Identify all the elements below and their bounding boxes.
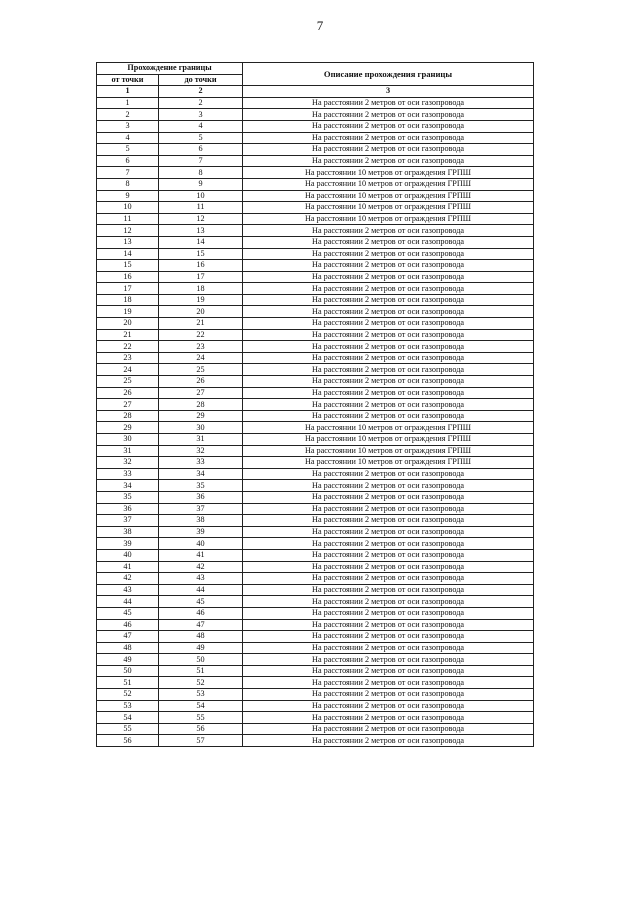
cell-description: На расстоянии 2 метров от оси газопровода (243, 689, 534, 701)
cell-description: На расстоянии 2 метров от оси газопровода (243, 132, 534, 144)
table-row (97, 654, 534, 666)
cell-to-point: 26 (159, 376, 243, 388)
cell-from-point: 7 (97, 167, 159, 179)
cell-to-point: 20 (159, 306, 243, 318)
cell-description: На расстоянии 2 метров от оси газопровода (243, 144, 534, 156)
table-row (97, 712, 534, 724)
table-row (97, 410, 534, 422)
cell-description: На расстоянии 2 метров от оси газопровода (243, 97, 534, 109)
cell-from-point: 49 (97, 654, 159, 666)
cell-description: На расстоянии 2 метров от оси газопровода (243, 236, 534, 248)
cell-from-point: 48 (97, 642, 159, 654)
cell-to-point: 50 (159, 654, 243, 666)
cell-to-point: 22 (159, 329, 243, 341)
cell-description: На расстоянии 2 метров от оси газопровода (243, 573, 534, 585)
cell-description: На расстоянии 2 метров от оси газопровода (243, 318, 534, 330)
cell-from-point: 35 (97, 491, 159, 503)
cell-to-point: 33 (159, 457, 243, 469)
cell-to-point: 14 (159, 236, 243, 248)
cell-from-point: 33 (97, 468, 159, 480)
cell-from-point: 4 (97, 132, 159, 144)
table-row (97, 596, 534, 608)
cell-to-point: 16 (159, 260, 243, 272)
cell-from-point: 30 (97, 434, 159, 446)
cell-to-point: 12 (159, 213, 243, 225)
cell-description: На расстоянии 2 метров от оси газопровода (243, 329, 534, 341)
cell-to-point: 55 (159, 712, 243, 724)
cell-to-point: 17 (159, 271, 243, 283)
cell-description: На расстоянии 2 метров от оси газопровода (243, 410, 534, 422)
table-row (97, 376, 534, 388)
table-row (97, 260, 534, 272)
cell-to-point: 49 (159, 642, 243, 654)
table-row (97, 306, 534, 318)
cell-description: На расстоянии 10 метров от ограждения ГРПШ (243, 434, 534, 446)
header-col-number-3: 3 (243, 86, 534, 98)
cell-to-point: 7 (159, 155, 243, 167)
cell-to-point: 32 (159, 445, 243, 457)
cell-to-point: 23 (159, 341, 243, 353)
cell-description: На расстоянии 2 метров от оси газопровода (243, 712, 534, 724)
cell-description: На расстоянии 10 метров от ограждения ГРПШ (243, 422, 534, 434)
cell-from-point: 19 (97, 306, 159, 318)
table-row (97, 665, 534, 677)
cell-description: На расстоянии 2 метров от оси газопровода (243, 109, 534, 121)
cell-to-point: 46 (159, 607, 243, 619)
cell-from-point: 2 (97, 109, 159, 121)
header-to-label: до точки (159, 74, 243, 86)
table-row (97, 248, 534, 260)
cell-to-point: 4 (159, 120, 243, 132)
cell-to-point: 57 (159, 735, 243, 747)
cell-to-point: 24 (159, 352, 243, 364)
cell-description: На расстоянии 2 метров от оси газопровода (243, 735, 534, 747)
table-row (97, 202, 534, 214)
cell-to-point: 41 (159, 549, 243, 561)
cell-description: На расстоянии 10 метров от ограждения ГРПШ (243, 190, 534, 202)
cell-description: На расстоянии 2 метров от оси газопровода (243, 491, 534, 503)
cell-from-point: 18 (97, 294, 159, 306)
cell-from-point: 37 (97, 515, 159, 527)
table-row (97, 735, 534, 747)
cell-from-point: 42 (97, 573, 159, 585)
table-row (97, 329, 534, 341)
table-row (97, 723, 534, 735)
cell-description: На расстоянии 2 метров от оси газопровода (243, 584, 534, 596)
cell-to-point: 9 (159, 178, 243, 190)
cell-from-point: 20 (97, 318, 159, 330)
header-group-label: Прохождение границы (97, 63, 243, 75)
cell-to-point: 13 (159, 225, 243, 237)
table-row (97, 318, 534, 330)
cell-from-point: 12 (97, 225, 159, 237)
cell-to-point: 47 (159, 619, 243, 631)
cell-from-point: 24 (97, 364, 159, 376)
cell-from-point: 56 (97, 735, 159, 747)
table-row (97, 213, 534, 225)
cell-from-point: 34 (97, 480, 159, 492)
header-col-number-2: 2 (159, 86, 243, 98)
cell-to-point: 35 (159, 480, 243, 492)
table-row (97, 97, 534, 109)
table-header (97, 63, 534, 98)
cell-to-point: 19 (159, 294, 243, 306)
cell-to-point: 38 (159, 515, 243, 527)
table-row (97, 468, 534, 480)
cell-to-point: 30 (159, 422, 243, 434)
cell-from-point: 50 (97, 665, 159, 677)
table-row (97, 364, 534, 376)
cell-to-point: 51 (159, 665, 243, 677)
table-row (97, 399, 534, 411)
cell-description: На расстоянии 2 метров от оси газопровода (243, 248, 534, 260)
cell-from-point: 21 (97, 329, 159, 341)
cell-from-point: 26 (97, 387, 159, 399)
cell-description: На расстоянии 2 метров от оси газопровода (243, 549, 534, 561)
cell-description: На расстоянии 2 метров от оси газопровода (243, 526, 534, 538)
cell-from-point: 47 (97, 631, 159, 643)
table-row (97, 584, 534, 596)
table-row (97, 700, 534, 712)
cell-from-point: 28 (97, 410, 159, 422)
cell-description: На расстоянии 2 метров от оси газопровода (243, 260, 534, 272)
cell-from-point: 23 (97, 352, 159, 364)
cell-to-point: 48 (159, 631, 243, 643)
cell-from-point: 51 (97, 677, 159, 689)
cell-from-point: 43 (97, 584, 159, 596)
cell-to-point: 28 (159, 399, 243, 411)
cell-from-point: 22 (97, 341, 159, 353)
cell-to-point: 15 (159, 248, 243, 260)
cell-from-point: 32 (97, 457, 159, 469)
table-row (97, 167, 534, 179)
cell-description: На расстоянии 2 метров от оси газопровода (243, 283, 534, 295)
cell-description: На расстоянии 2 метров от оси газопровода (243, 503, 534, 515)
cell-description: На расстоянии 2 метров от оси газопровода (243, 665, 534, 677)
cell-from-point: 3 (97, 120, 159, 132)
cell-to-point: 56 (159, 723, 243, 735)
cell-description: На расстоянии 2 метров от оси газопровода (243, 352, 534, 364)
table-row (97, 491, 534, 503)
cell-description: На расстоянии 2 метров от оси газопровода (243, 607, 534, 619)
table-row (97, 457, 534, 469)
cell-from-point: 31 (97, 445, 159, 457)
cell-to-point: 25 (159, 364, 243, 376)
table-row (97, 480, 534, 492)
cell-from-point: 16 (97, 271, 159, 283)
cell-description: На расстоянии 2 метров от оси газопровода (243, 631, 534, 643)
cell-to-point: 39 (159, 526, 243, 538)
cell-to-point: 31 (159, 434, 243, 446)
cell-from-point: 53 (97, 700, 159, 712)
cell-to-point: 27 (159, 387, 243, 399)
cell-to-point: 42 (159, 561, 243, 573)
page-number: 7 (316, 18, 324, 33)
cell-from-point: 46 (97, 619, 159, 631)
cell-description: На расстоянии 2 метров от оси газопровода (243, 700, 534, 712)
table-row (97, 236, 534, 248)
table-row (97, 526, 534, 538)
cell-to-point: 44 (159, 584, 243, 596)
cell-description: На расстоянии 2 метров от оси газопровода (243, 468, 534, 480)
cell-description: На расстоянии 2 метров от оси газопровода (243, 654, 534, 666)
cell-from-point: 27 (97, 399, 159, 411)
cell-description: На расстоянии 2 метров от оси газопровода (243, 376, 534, 388)
table-row (97, 341, 534, 353)
header-col-number-1: 1 (97, 86, 159, 98)
cell-from-point: 45 (97, 607, 159, 619)
cell-to-point: 45 (159, 596, 243, 608)
cell-description: На расстоянии 2 метров от оси газопровода (243, 538, 534, 550)
cell-description: На расстоянии 2 метров от оси газопровода (243, 271, 534, 283)
cell-description: На расстоянии 2 метров от оси газопровода (243, 619, 534, 631)
table-row (97, 132, 534, 144)
table-row (97, 503, 534, 515)
cell-description: На расстоянии 2 метров от оси газопровода (243, 399, 534, 411)
cell-description: На расстоянии 2 метров от оси газопровода (243, 596, 534, 608)
cell-to-point: 29 (159, 410, 243, 422)
cell-description: На расстоянии 10 метров от ограждения ГРПШ (243, 445, 534, 457)
table-row (97, 387, 534, 399)
cell-description: На расстоянии 2 метров от оси газопровода (243, 364, 534, 376)
cell-from-point: 29 (97, 422, 159, 434)
table-row (97, 434, 534, 446)
cell-from-point: 11 (97, 213, 159, 225)
cell-from-point: 52 (97, 689, 159, 701)
table-row (97, 271, 534, 283)
table-row (97, 445, 534, 457)
cell-to-point: 34 (159, 468, 243, 480)
cell-to-point: 36 (159, 491, 243, 503)
cell-description: На расстоянии 10 метров от ограждения ГРПШ (243, 178, 534, 190)
cell-from-point: 15 (97, 260, 159, 272)
cell-from-point: 8 (97, 178, 159, 190)
table-row (97, 120, 534, 132)
cell-description: На расстоянии 10 метров от ограждения ГРПШ (243, 213, 534, 225)
table-row (97, 144, 534, 156)
table-row (97, 225, 534, 237)
cell-from-point: 9 (97, 190, 159, 202)
cell-to-point: 54 (159, 700, 243, 712)
cell-to-point: 18 (159, 283, 243, 295)
table-row (97, 515, 534, 527)
cell-to-point: 6 (159, 144, 243, 156)
cell-to-point: 52 (159, 677, 243, 689)
cell-from-point: 36 (97, 503, 159, 515)
cell-from-point: 13 (97, 236, 159, 248)
cell-description: На расстоянии 2 метров от оси газопровода (243, 515, 534, 527)
table-row (97, 155, 534, 167)
table-row (97, 352, 534, 364)
cell-description: На расстоянии 2 метров от оси газопровода (243, 642, 534, 654)
cell-description: На расстоянии 2 метров от оси газопровода (243, 155, 534, 167)
cell-from-point: 41 (97, 561, 159, 573)
cell-from-point: 54 (97, 712, 159, 724)
cell-description: На расстоянии 2 метров от оси газопровода (243, 723, 534, 735)
cell-description: На расстоянии 2 метров от оси газопровода (243, 677, 534, 689)
table-row (97, 561, 534, 573)
table-row (97, 283, 534, 295)
table-row (97, 642, 534, 654)
cell-to-point: 37 (159, 503, 243, 515)
cell-description: На расстоянии 10 метров от ограждения ГРПШ (243, 167, 534, 179)
table-row (97, 109, 534, 121)
cell-to-point: 11 (159, 202, 243, 214)
cell-from-point: 40 (97, 549, 159, 561)
cell-to-point: 40 (159, 538, 243, 550)
cell-description: На расстоянии 2 метров от оси газопровода (243, 341, 534, 353)
table-row (97, 538, 534, 550)
cell-description: На расстоянии 10 метров от ограждения ГРПШ (243, 457, 534, 469)
cell-to-point: 53 (159, 689, 243, 701)
cell-description: На расстоянии 2 метров от оси газопровода (243, 387, 534, 399)
cell-from-point: 38 (97, 526, 159, 538)
cell-from-point: 6 (97, 155, 159, 167)
cell-description: На расстоянии 2 метров от оси газопровода (243, 294, 534, 306)
header-description-label: Описание прохождения границы (243, 63, 534, 86)
cell-from-point: 10 (97, 202, 159, 214)
cell-to-point: 5 (159, 132, 243, 144)
table-body (97, 97, 534, 746)
cell-from-point: 44 (97, 596, 159, 608)
table-row (97, 178, 534, 190)
cell-description: На расстоянии 2 метров от оси газопровода (243, 120, 534, 132)
cell-to-point: 43 (159, 573, 243, 585)
boundary-table (96, 62, 534, 747)
table-row (97, 631, 534, 643)
cell-from-point: 25 (97, 376, 159, 388)
table-row (97, 619, 534, 631)
table-row (97, 689, 534, 701)
cell-description: На расстоянии 2 метров от оси газопровода (243, 480, 534, 492)
cell-from-point: 1 (97, 97, 159, 109)
table-row (97, 190, 534, 202)
header-from-label: от точки (97, 74, 159, 86)
table-row (97, 607, 534, 619)
cell-description: На расстоянии 10 метров от ограждения ГРПШ (243, 202, 534, 214)
cell-to-point: 10 (159, 190, 243, 202)
table-row (97, 573, 534, 585)
cell-to-point: 21 (159, 318, 243, 330)
cell-description: На расстоянии 2 метров от оси газопровода (243, 225, 534, 237)
cell-to-point: 2 (159, 97, 243, 109)
table-row (97, 549, 534, 561)
cell-from-point: 17 (97, 283, 159, 295)
cell-description: На расстоянии 2 метров от оси газопровода (243, 306, 534, 318)
cell-from-point: 5 (97, 144, 159, 156)
cell-from-point: 14 (97, 248, 159, 260)
table-row (97, 422, 534, 434)
cell-to-point: 8 (159, 167, 243, 179)
table-row (97, 294, 534, 306)
table-row (97, 677, 534, 689)
cell-from-point: 39 (97, 538, 159, 550)
cell-from-point: 55 (97, 723, 159, 735)
cell-to-point: 3 (159, 109, 243, 121)
cell-description: На расстоянии 2 метров от оси газопровода (243, 561, 534, 573)
